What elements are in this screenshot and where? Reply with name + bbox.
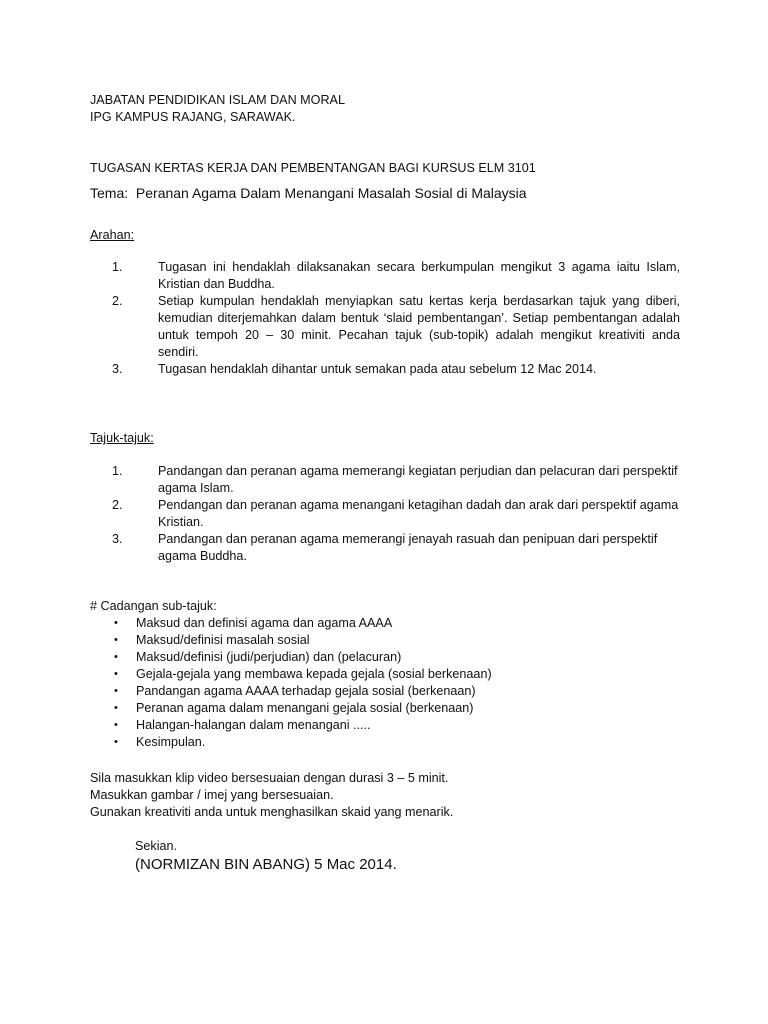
item-text: Peranan agama dalam menangani gejala sosial (berkenaan)	[136, 701, 474, 715]
list-item	[90, 717, 680, 734]
list-item	[90, 531, 680, 565]
note-line-2: Masukkan gambar / imej yang bersesuaian.	[90, 788, 334, 802]
bullet-icon: •	[114, 651, 118, 663]
item-number: 3.	[112, 362, 123, 376]
arahan-list	[90, 259, 680, 378]
item-text: Pandangan dan peranan agama memerangi kegiatan perjudian dan pelacuran dari perspektif agama Islam.	[158, 464, 678, 495]
item-text: Tugasan ini hendaklah dilaksanakan secara berkumpulan mengikut 3 agama iaitu Islam, Kristian dan Buddha.	[158, 260, 680, 291]
item-text: Tugasan hendaklah dihantar untuk semakan pada atau sebelum 12 Mac 2014.	[158, 362, 597, 376]
list-item	[90, 497, 680, 531]
list-item	[90, 649, 680, 666]
bullet-icon: •	[114, 719, 118, 731]
list-item	[90, 734, 680, 751]
bullet-icon: •	[114, 736, 118, 748]
tema-label: Tema:	[90, 185, 129, 201]
bullet-icon: •	[114, 617, 118, 629]
bullet-icon: •	[114, 685, 118, 697]
cadangan-list	[90, 615, 680, 751]
cadangan-heading: # Cadangan sub-tajuk:	[90, 599, 217, 613]
list-item	[90, 666, 680, 683]
list-item	[90, 615, 680, 632]
bullet-icon: •	[114, 668, 118, 680]
item-number: 1.	[112, 464, 123, 478]
signature: (NORMIZAN BIN ABANG) 5 Mac 2014.	[135, 856, 397, 873]
item-text: Setiap kumpulan hendaklah menyiapkan satu kertas kerja berdasarkan tajuk yang diberi, kemudian diterjemahkan dalam bentuk ‘slaid pembentangan’. Setiap pembentangan adalah untuk tempoh 20 – 30 minit. Pecahan tajuk (sub-topik) adalah mengikut kreativiti anda sendiri.	[158, 294, 680, 359]
tajuk-heading: Tajuk-tajuk:	[90, 431, 154, 445]
item-text: Maksud/definisi masalah sosial	[136, 633, 310, 647]
list-item	[90, 700, 680, 717]
note-line-1: Sila masukkan klip video bersesuaian dengan durasi 3 – 5 minit.	[90, 771, 449, 785]
list-item	[90, 463, 680, 497]
header-line-1: JABATAN PENDIDIKAN ISLAM DAN MORAL	[90, 93, 345, 107]
tema-text: Peranan Agama Dalam Menangani Masalah Sosial di Malaysia	[135, 185, 527, 201]
item-text: Pandangan agama AAAA terhadap gejala sosial (berkenaan)	[136, 684, 476, 698]
note-line-3: Gunakan kreativiti anda untuk menghasilkan skaid yang menarik.	[90, 805, 454, 819]
bullet-icon: •	[114, 702, 118, 714]
item-text: Halangan-halangan dalam menangani .....	[136, 718, 371, 732]
item-text: Gejala-gejala yang membawa kepada gejala (sosial berkenaan)	[136, 667, 492, 681]
assignment-title: TUGASAN KERTAS KERJA DAN PEMBENTANGAN BAGI KURSUS ELM 3101	[90, 161, 536, 175]
item-number: 3.	[112, 532, 123, 546]
item-number: 1.	[112, 260, 123, 274]
tajuk-list	[90, 463, 680, 565]
item-number: 2.	[112, 294, 123, 308]
item-text: Kesimpulan.	[136, 735, 206, 749]
arahan-heading: Arahan:	[90, 228, 135, 242]
item-text: Pendangan dan peranan agama menangani ketagihan dadah dan arak dari perspektif agama Kristian.	[158, 498, 679, 529]
item-text: Maksud dan definisi agama dan agama AAAA	[136, 616, 393, 630]
list-item	[90, 632, 680, 649]
header-line-2: IPG KAMPUS RAJANG, SARAWAK.	[90, 110, 296, 124]
item-text: Pandangan dan peranan agama memerangi jenayah rasuah dan penipuan dari perspektif agama Buddha.	[158, 532, 658, 563]
tema-line	[90, 184, 680, 202]
list-item	[90, 259, 680, 293]
document-body	[90, 92, 680, 875]
bullet-icon: •	[114, 634, 118, 646]
item-text: Maksud/definisi (judi/perjudian) dan (pelacuran)	[136, 650, 402, 664]
item-number: 2.	[112, 498, 123, 512]
list-item	[90, 683, 680, 700]
list-item	[90, 293, 680, 361]
closing-sekian: Sekian.	[135, 839, 178, 853]
list-item	[90, 361, 680, 378]
